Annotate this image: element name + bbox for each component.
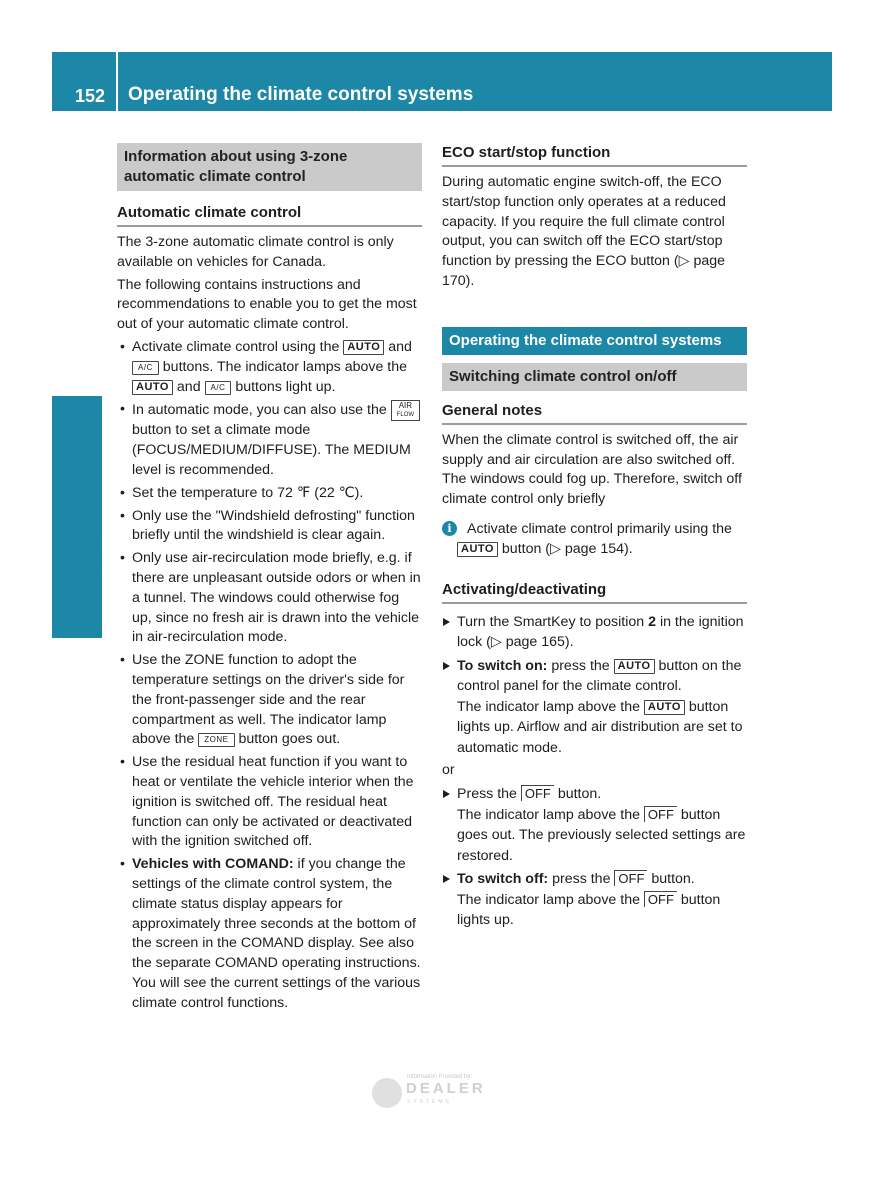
right-column [442, 143, 747, 934]
airflow-button-symbol: AIR FLOW [391, 400, 420, 421]
off-button-symbol: OFF [644, 891, 677, 907]
zone-button-symbol: ZONE [198, 733, 234, 747]
recommendations-list [117, 338, 422, 1014]
list-item: • Only use the "Windshield defrosting" function briefly until the windshield is clear again. [117, 507, 422, 547]
list-item: • Set the temperature to 72 ℉ (22 ℃). [117, 484, 422, 504]
watermark-sub: SYSTEMS [407, 1099, 452, 1105]
watermark-caption: Information Provided by: [407, 1074, 473, 1080]
page-title: Operating the climate control systems [128, 84, 474, 105]
info-note: i Activate climate control primarily using the AUTO button (▷ page 154). [442, 519, 747, 560]
list-item: • Activate climate control using the AUTO and A/C buttons. The indicator lamps above the AUTO and A/C buttons light up. [117, 338, 422, 397]
list-item: • Only use air-recirculation mode briefly, e.g. if there are unpleasant outside odors or when in a tunnel. The windows could otherwise fog up, since no fresh air is drawn into the vehicle in air-recirculation mode. [117, 549, 422, 648]
off-button-symbol: OFF [614, 870, 647, 886]
heading-activating-deactivating: Activating/deactivating [442, 580, 747, 604]
list-item: • Vehicles with COMAND: if you change the settings of the climate control system, the climate status display appears for approximately three seconds at the bottom of the screen in the COMAND display. See also the separate COMAND operating instructions. You will see the current settings of the various climate control functions. [117, 855, 422, 1013]
step-item: Press the OFF button. The indicator lamp above the OFF button goes out. The previously selected settings are restored. [442, 784, 747, 866]
list-item: • Use the residual heat function if you want to heat or ventilate the vehicle interior when the ignition is switched off. The residual heat function can only be activated or deactivated with the ignition switched off. [117, 753, 422, 852]
heading-automatic-climate-control: Automatic climate control [117, 203, 422, 227]
paragraph-canada: The 3-zone automatic climate control is only available on vehicles for Canada. [117, 234, 394, 270]
watermark-brand: DEALER [406, 1080, 486, 1097]
step-item: To switch off: press the OFF button. The indicator lamp above the OFF button lights up. [442, 869, 747, 931]
subsection-title: Switching climate control on/off [442, 363, 747, 391]
paragraph-general-notes: When the climate control is switched off, the air supply and air circulation are also switched off. The windows could fog up. Therefore, switch off climate control only briefly [442, 431, 742, 508]
ac-button-symbol: A/C [132, 361, 159, 375]
auto-button-symbol: AUTO [644, 700, 685, 715]
info-box-title: Information about using 3-zone automatic climate control [117, 143, 422, 191]
auto-button-symbol: AUTO [457, 542, 498, 557]
auto-button-symbol: AUTO [132, 380, 173, 395]
list-item: • Use the ZONE function to adopt the temperature settings on the driver's side for the front-passenger side and the rear compartment as well. The indicator lamp above the ZONE button goes out. [117, 651, 422, 750]
paragraph-eco: During automatic engine switch-off, the ECO start/stop function only operates at a reduced capacity. If you require the full climate control output, you can switch off the ECO start/stop function by pressing the ECO button (▷ page 170). [442, 174, 726, 289]
heading-general-notes: General notes [442, 401, 747, 425]
header-divider [116, 52, 118, 111]
page-number: 152 [75, 86, 106, 106]
off-button-symbol: OFF [521, 785, 554, 801]
ac-button-symbol: A/C [205, 381, 232, 395]
steps-list [442, 612, 747, 759]
left-column [117, 143, 422, 1016]
steps-list-continued [442, 784, 747, 931]
list-item: • In automatic mode, you can also use the AIR FLOW button to set a climate mode (FOCUS/MEDIUM/DIFFUSE). The MEDIUM level is recommended. [117, 400, 422, 480]
chapter-label: Climate control [82, 458, 104, 604]
heading-eco-start-stop: ECO start/stop function [442, 143, 747, 167]
step-item: Turn the SmartKey to position 2 in the ignition lock (▷ page 165). [442, 612, 747, 653]
watermark-logo-icon [372, 1078, 402, 1108]
section-title: Operating the climate control systems [442, 327, 747, 355]
auto-button-symbol: AUTO [343, 340, 384, 355]
dealer-watermark [372, 1074, 504, 1112]
off-button-symbol: OFF [644, 806, 677, 822]
or-text: or [442, 762, 455, 779]
info-icon: i [442, 521, 457, 536]
auto-button-symbol: AUTO [614, 659, 655, 674]
step-item: To switch on: press the AUTO button on the control panel for the climate control. The indicator lamp above the AUTO button lights up. Airflow and air distribution are set to automatic mode. [442, 656, 747, 759]
paragraph-recommendations: The following contains instructions and recommendations to enable you to get the most out of your automatic climate control. [117, 276, 417, 333]
